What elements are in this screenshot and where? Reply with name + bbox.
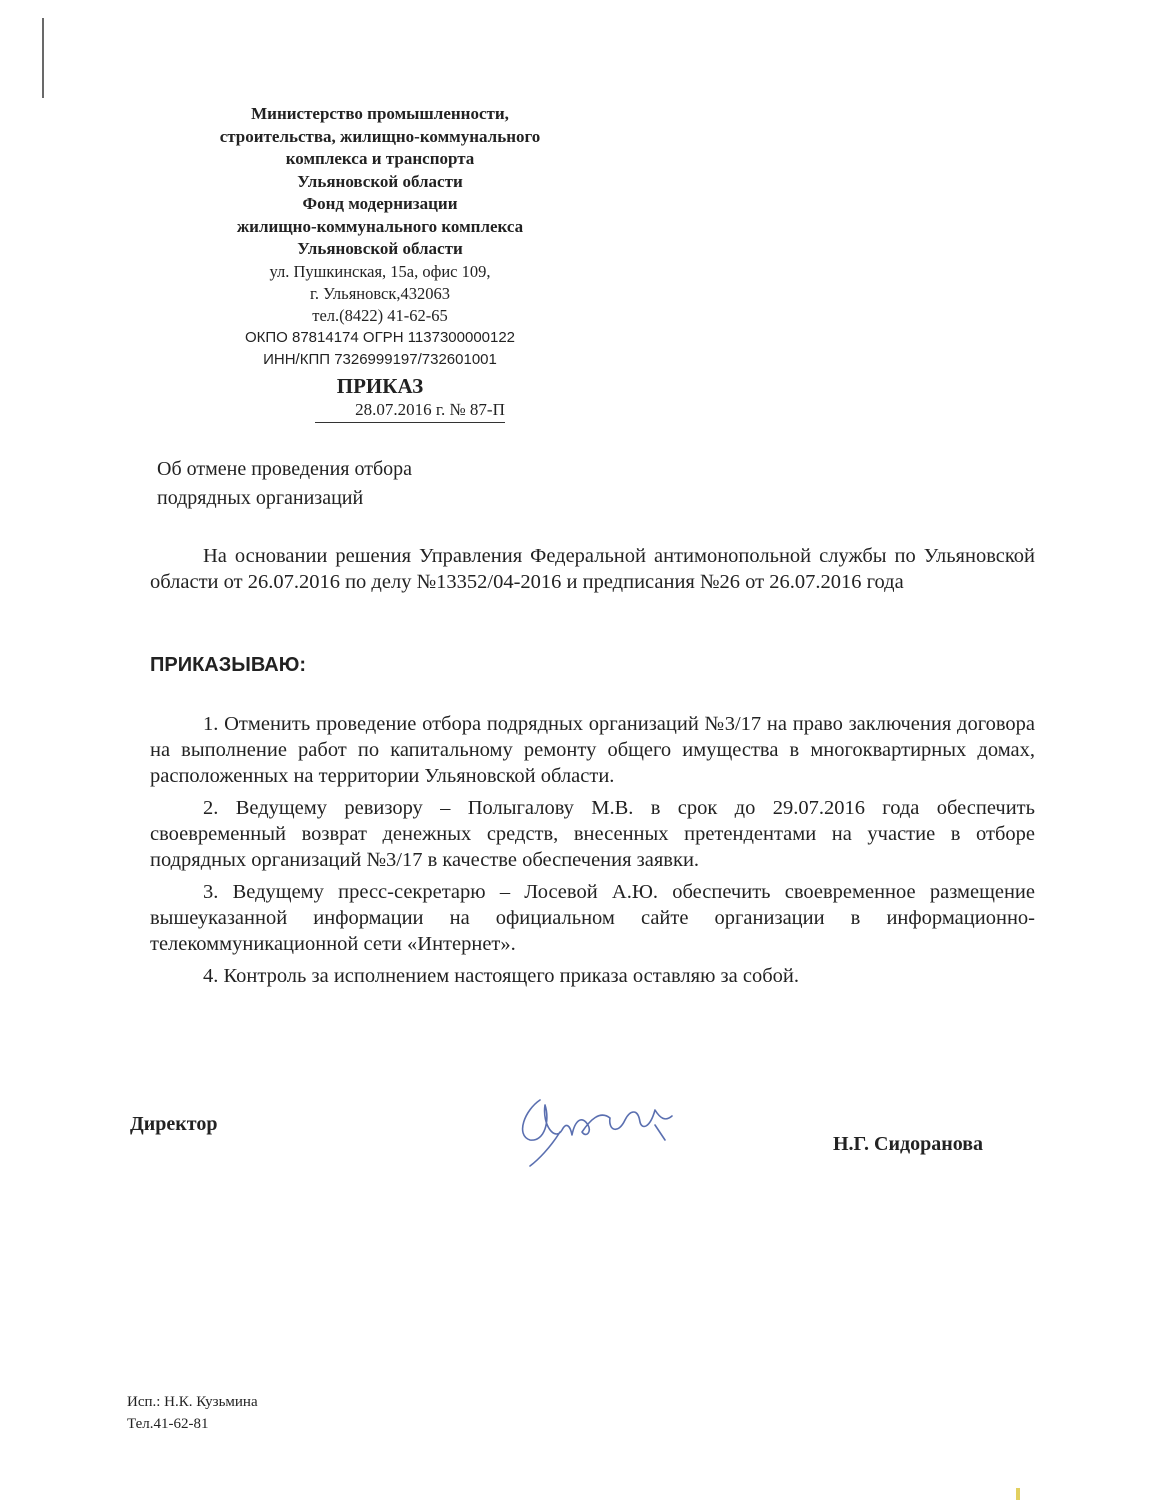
org-line-6: жилищно-коммунального комплекса <box>236 216 524 236</box>
signature-role: Директор <box>130 1113 218 1135</box>
okpo-line: ОКПО 87814174 ОГРН 1137300000122 <box>244 328 516 346</box>
subject-line-1: Об отмене проведения отбора <box>157 458 413 480</box>
signature-scribble <box>500 1080 690 1170</box>
subject-line-2: подрядных организаций <box>157 487 364 509</box>
org-line-7: Ульяновской области <box>297 239 463 258</box>
decree-heading: ПРИКАЗЫВАЮ: <box>150 654 307 676</box>
order-item-4: 4. Контроль за исполнением настоящего приказа оставляю за собой. <box>203 965 799 987</box>
preamble-text: На основании решения Управления Федеральной антимонопольной службы по Ульяновской области от 26.07.2016 по делу №13352/04-2016 и предписания №26 от 26.07.2016 года <box>150 545 1035 593</box>
order-date-number: 28.07.2016 г. № 87-П <box>315 399 505 423</box>
order-item-3: 3. Ведущему пресс-секретарю – Лосевой А.Ю. обеспечить своевременное размещение вышеуказанной информации на официальном сайте организации в информационно-телекоммуникационной сети «Интернет». <box>150 881 1035 955</box>
org-line-3: комплекса и транспорта <box>285 149 475 168</box>
org-line-4: Ульяновской области <box>297 171 463 191</box>
org-line-1: Министерство промышленности, <box>251 104 509 123</box>
scan-color-mark <box>1016 1488 1020 1500</box>
signatory-name: Н.Г. Сидоранова <box>833 1133 984 1155</box>
executor-phone: Тел.41-62-81 <box>127 1416 209 1432</box>
executor-footer <box>127 1391 258 1435</box>
inn-line: ИНН/КПП 7326999197/732601001 <box>263 350 497 368</box>
order-title: ПРИКАЗ <box>336 373 424 398</box>
org-line-2: строительства, жилищно-коммунального <box>219 126 541 146</box>
city-line: г. Ульяновск,432063 <box>309 283 451 303</box>
letterhead <box>160 103 600 423</box>
phone-line: тел.(8422) 41-62-65 <box>312 305 448 325</box>
order-item-2: 2. Ведущему ревизору – Полыгалову М.В. в срок до 29.07.2016 года обеспечить своевременный возврат денежных средств, внесенных претендентами на участие в отборе подрядных организаций №3/17 в качестве обеспечения заявки. <box>150 797 1035 871</box>
executor-name: Исп.: Н.К. Кузьмина <box>127 1394 258 1410</box>
preamble-section <box>150 543 1035 595</box>
address-line: ул. Пушкинская, 15а, офис 109, <box>269 261 491 281</box>
order-subject <box>157 455 412 513</box>
scan-edge-mark <box>42 18 44 98</box>
order-item-1: 1. Отменить проведение отбора подрядных организаций №3/17 на право заключения договора на выполнение работ по капитальному ремонту общего имущества в многоквартирных домах, расположенных на территории Ульяновской области. <box>150 713 1035 787</box>
order-items <box>150 711 1035 995</box>
org-line-5: Фонд модернизации <box>302 194 458 213</box>
